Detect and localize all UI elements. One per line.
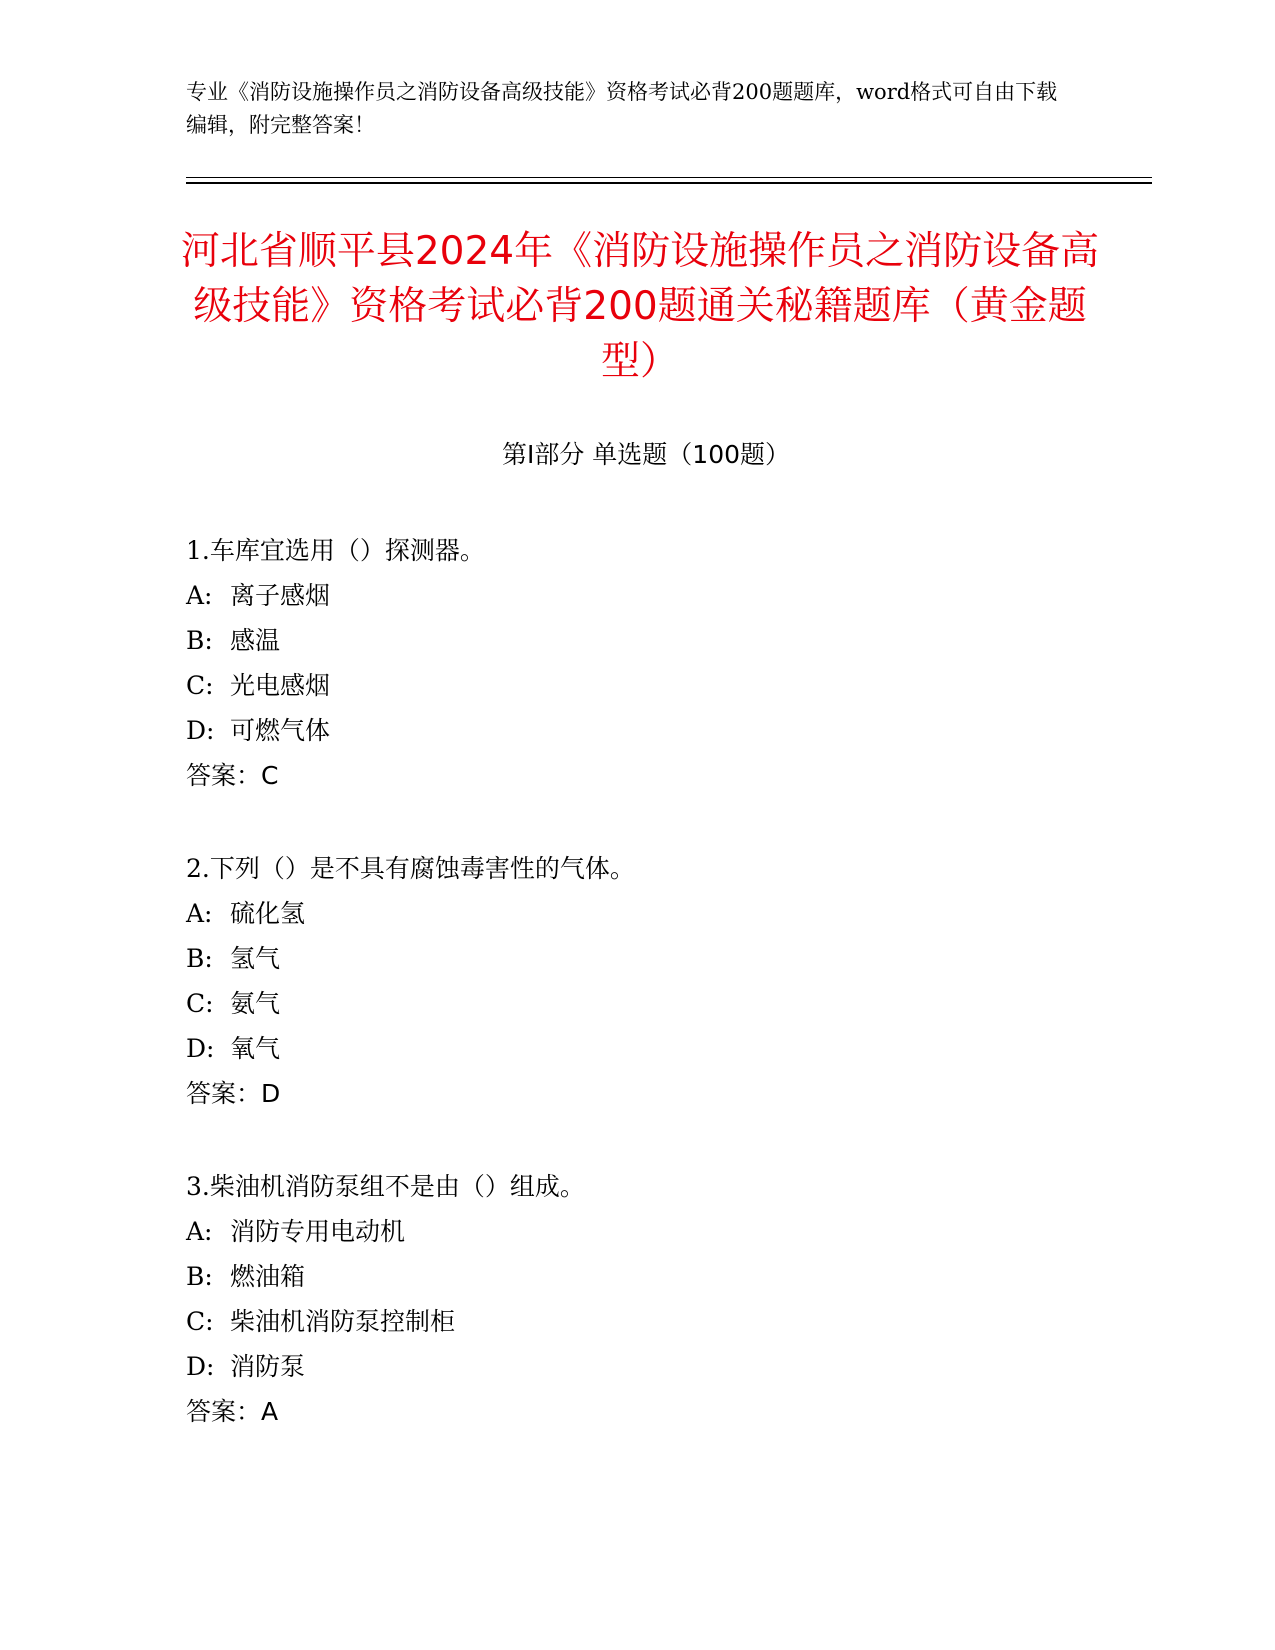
question-block bbox=[186, 528, 1086, 798]
option-text: 氧气 bbox=[230, 1034, 281, 1063]
option-letter: C: bbox=[186, 671, 214, 700]
option-letter: D: bbox=[186, 1034, 215, 1063]
option-letter: C: bbox=[186, 1307, 214, 1336]
option-b bbox=[186, 618, 1086, 663]
question-stem: 3.柴油机消防泵组不是由（）组成。 bbox=[186, 1172, 585, 1201]
question-stem: 1.车库宜选用（）探测器。 bbox=[186, 536, 485, 565]
option-c bbox=[186, 981, 1086, 1026]
section-heading: 第Ⅰ部分 单选题（100题） bbox=[501, 440, 791, 469]
option-text: 消防泵 bbox=[230, 1352, 306, 1381]
option-letter: C: bbox=[186, 989, 214, 1018]
option-a bbox=[186, 1209, 1086, 1254]
option-text: 可燃气体 bbox=[230, 716, 331, 745]
option-text: 硫化氢 bbox=[230, 899, 306, 928]
answer-line: 答案：D bbox=[186, 1079, 281, 1108]
document-title: 河北省顺平县2024年《消防设施操作员之消防设备高级技能》资格考试必背200题通关秘籍题库（黄金题型） bbox=[180, 229, 1100, 384]
option-d bbox=[186, 708, 1086, 753]
question-stem: 2.下列（）是不具有腐蚀毒害性的气体。 bbox=[186, 854, 635, 883]
option-letter: B: bbox=[186, 1262, 213, 1291]
option-text: 燃油箱 bbox=[230, 1262, 306, 1291]
option-b bbox=[186, 1254, 1086, 1299]
option-text: 离子感烟 bbox=[230, 581, 331, 610]
answer-line: 答案：C bbox=[186, 761, 279, 790]
option-c bbox=[186, 663, 1086, 708]
option-letter: A: bbox=[186, 899, 213, 928]
answer-line: 答案：A bbox=[186, 1397, 279, 1426]
option-text: 氢气 bbox=[230, 944, 281, 973]
question-block bbox=[186, 1164, 1086, 1434]
header-note: 专业《消防设施操作员之消防设备高级技能》资格考试必背200题题库，word格式可自由下载编辑，附完整答案！ bbox=[186, 80, 1058, 137]
option-d bbox=[186, 1344, 1086, 1389]
option-text: 柴油机消防泵控制柜 bbox=[230, 1307, 456, 1336]
option-c bbox=[186, 1299, 1086, 1344]
option-text: 消防专用电动机 bbox=[230, 1217, 406, 1246]
option-text: 氨气 bbox=[230, 989, 281, 1018]
option-text: 感温 bbox=[230, 626, 281, 655]
option-b bbox=[186, 936, 1086, 981]
option-letter: A: bbox=[186, 581, 213, 610]
option-a bbox=[186, 573, 1086, 618]
option-letter: B: bbox=[186, 944, 213, 973]
option-letter: D: bbox=[186, 1352, 215, 1381]
option-letter: D: bbox=[186, 716, 215, 745]
option-letter: B: bbox=[186, 626, 213, 655]
header-divider-thin bbox=[186, 177, 1152, 178]
option-letter: A: bbox=[186, 1217, 213, 1246]
option-a bbox=[186, 891, 1086, 936]
question-block bbox=[186, 846, 1086, 1116]
header-divider-thick bbox=[186, 182, 1152, 184]
option-d bbox=[186, 1026, 1086, 1071]
option-text: 光电感烟 bbox=[230, 671, 331, 700]
